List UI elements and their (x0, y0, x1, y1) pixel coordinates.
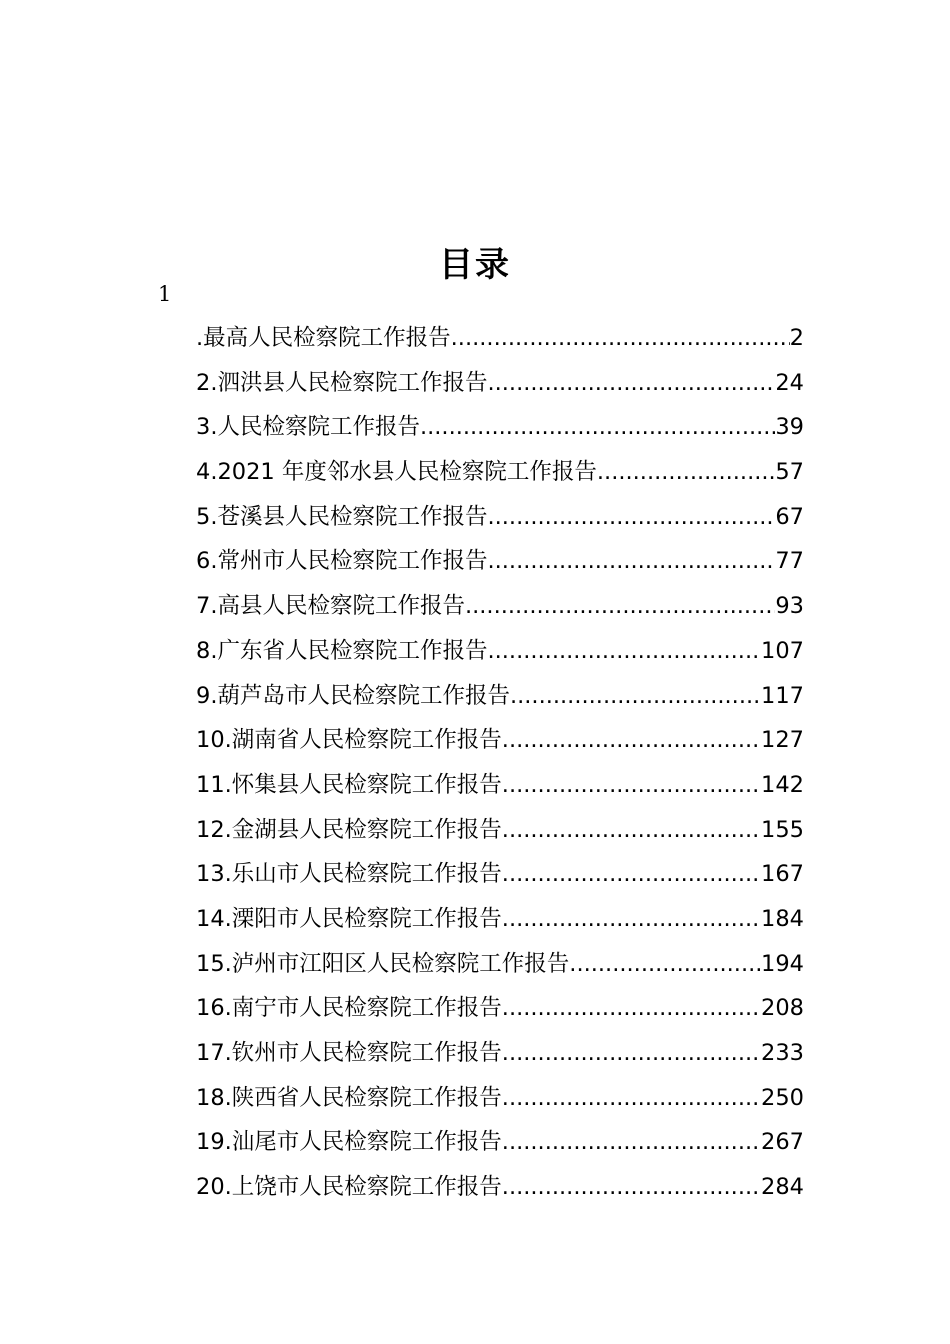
toc-entry[interactable] (196, 899, 804, 944)
toc-dot-leader (465, 586, 775, 626)
toc-entry[interactable] (196, 497, 804, 542)
toc-entry[interactable] (196, 854, 804, 899)
toc-entry[interactable] (196, 452, 804, 497)
toc-dot-leader (487, 631, 761, 671)
toc-entry-page: 39 (775, 414, 804, 441)
toc-entry-title: 8.广东省人民检察院工作报告 (196, 637, 488, 664)
toc-entry[interactable] (196, 1033, 804, 1078)
toc-entry-title: 19.汕尾市人民检察院工作报告 (196, 1129, 502, 1156)
toc-entry-title: 11.怀集县人民检察院工作报告 (196, 771, 502, 798)
toc-dot-leader (510, 676, 761, 716)
toc-dot-leader (502, 1033, 761, 1073)
toc-entry-page: 117 (761, 682, 804, 709)
page-title: 目录 (439, 244, 511, 285)
toc-dot-leader (569, 944, 761, 984)
toc-dot-leader (502, 854, 761, 894)
toc-dot-leader (502, 899, 761, 939)
toc-entry-page: 167 (761, 861, 804, 888)
toc-dot-leader (502, 1167, 761, 1207)
toc-entry-page: 184 (761, 905, 804, 932)
toc-entry-title: 20.上饶市人民检察院工作报告 (196, 1174, 502, 1201)
toc-entry[interactable] (196, 363, 804, 408)
toc-entry[interactable] (196, 1167, 804, 1212)
toc-entry-page: 57 (775, 459, 804, 486)
toc-entry-page: 67 (775, 503, 804, 530)
toc-dot-leader (502, 1122, 761, 1162)
toc-entry-page: 208 (761, 995, 804, 1022)
toc-entry[interactable] (196, 631, 804, 676)
toc-entry[interactable] (196, 944, 804, 989)
toc-dot-leader (502, 1078, 761, 1118)
toc-entry-title: 12.金湖县人民检察院工作报告 (196, 816, 502, 843)
toc-entry-title: 9.葫芦岛市人民检察院工作报告 (196, 682, 510, 709)
toc-entry-title: 13.乐山市人民检察院工作报告 (196, 861, 502, 888)
toc-entry-title: 7.高县人民检察院工作报告 (196, 593, 465, 620)
toc-entry-title: 10.湖南省人民检察院工作报告 (196, 727, 502, 754)
toc-entry[interactable] (196, 1078, 804, 1123)
toc-dot-leader (502, 988, 761, 1028)
toc-entry-page: 142 (761, 771, 804, 798)
toc-entry[interactable] (196, 676, 804, 721)
toc-entry-page: 107 (761, 637, 804, 664)
toc-entry-page: 233 (761, 1040, 804, 1066)
toc-dot-leader (420, 407, 775, 447)
toc-entry[interactable] (196, 541, 804, 586)
toc-entry-page: 24 (775, 369, 804, 396)
toc-entry-title: 18.陕西省人民检察院工作报告 (196, 1084, 502, 1111)
toc-entry-page: 194 (761, 950, 804, 977)
toc-entry-title: 3.人民检察院工作报告 (196, 414, 420, 441)
toc-dot-leader (487, 541, 775, 581)
toc-entry-title: 17.钦州市人民检察院工作报告 (196, 1040, 502, 1066)
toc-entry-page: 284 (761, 1174, 804, 1201)
toc-entry-title: 14.溧阳市人民检察院工作报告 (196, 905, 502, 932)
table-of-contents (196, 318, 804, 1212)
toc-entry-title: 16.南宁市人民检察院工作报告 (196, 995, 502, 1022)
toc-entry[interactable] (196, 720, 804, 765)
toc-entry-title: 4.2021 年度邻水县人民检察院工作报告 (196, 459, 597, 486)
toc-entry-page: 250 (761, 1084, 804, 1111)
toc-entry-title: .最高人民检察院工作报告 (196, 325, 451, 351)
toc-entry-page: 127 (761, 727, 804, 754)
toc-entry[interactable] (196, 318, 804, 363)
toc-dot-leader (502, 765, 761, 805)
toc-dot-leader (597, 452, 775, 492)
toc-dot-leader (502, 810, 761, 850)
toc-entry[interactable] (196, 407, 804, 452)
toc-entry[interactable] (196, 1122, 804, 1167)
toc-dot-leader (502, 720, 761, 760)
toc-entry-title: 15.泸州市江阳区人民检察院工作报告 (196, 950, 570, 977)
toc-entry-page: 155 (761, 816, 804, 843)
toc-dot-leader (487, 363, 775, 403)
toc-entry[interactable] (196, 586, 804, 631)
list-number: 1 (158, 282, 172, 306)
toc-entry-page: 267 (761, 1129, 804, 1156)
toc-entry[interactable] (196, 810, 804, 855)
toc-entry[interactable] (196, 988, 804, 1033)
toc-entry-title: 6.常州市人民检察院工作报告 (196, 548, 488, 575)
toc-dot-leader (451, 318, 790, 358)
toc-entry-title: 5.苍溪县人民检察院工作报告 (196, 503, 488, 530)
toc-dot-leader (487, 497, 775, 537)
toc-entry-page: 93 (775, 593, 804, 620)
toc-entry-page: 77 (775, 548, 804, 575)
toc-entry[interactable] (196, 765, 804, 810)
toc-entry-page: 2 (789, 325, 804, 351)
toc-entry-title: 2.泗洪县人民检察院工作报告 (196, 369, 488, 396)
